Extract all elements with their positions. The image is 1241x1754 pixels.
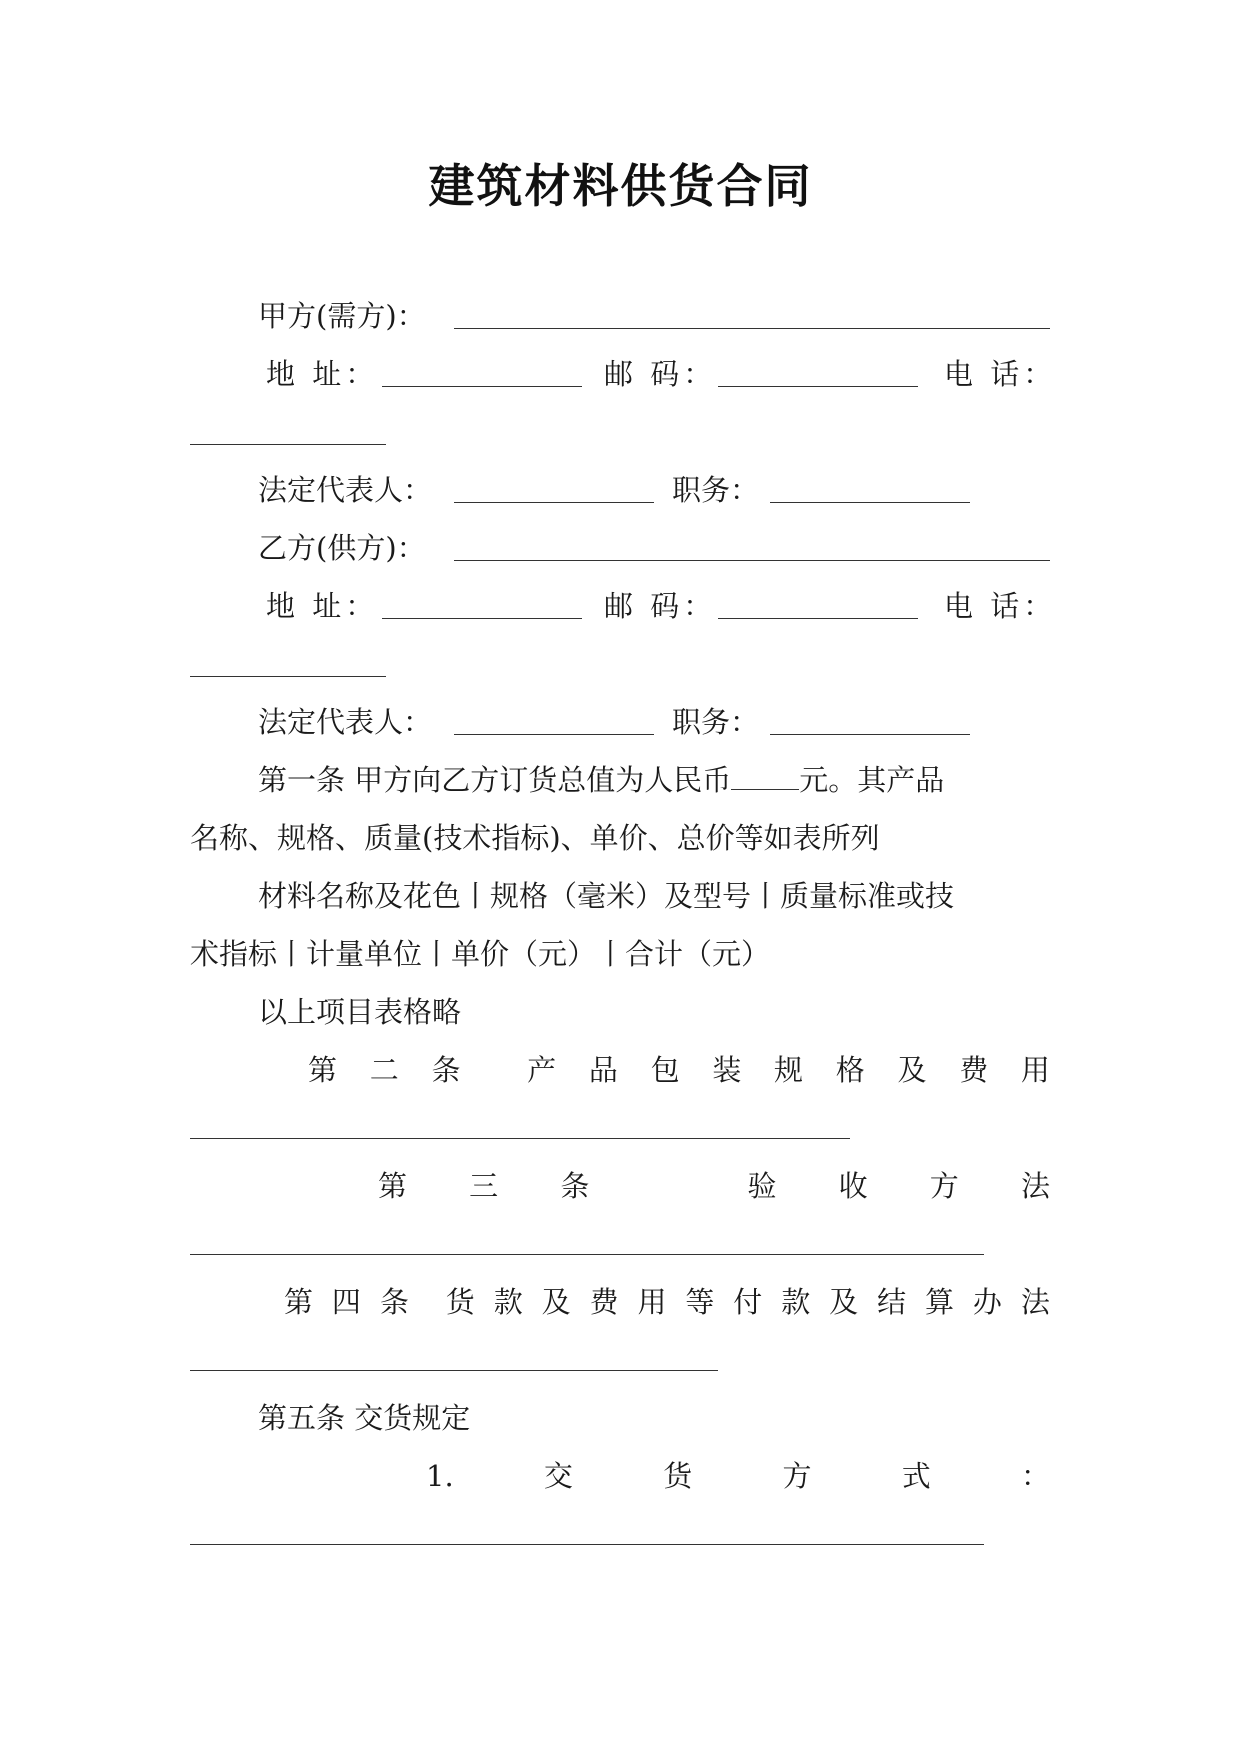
article-3-char: 法 — [1020, 1169, 1050, 1203]
article-1-line-2: 名称、规格、质量(技术指标)、单价、总价等如表所列 — [190, 821, 880, 855]
article-4-char: 第 — [284, 1285, 314, 1319]
article-4-char: 条 — [379, 1285, 409, 1319]
item-1-char: 方 — [782, 1459, 812, 1493]
article-4-char: 算 — [924, 1285, 954, 1319]
article-4-char: 及 — [541, 1285, 571, 1319]
table-header-line-2: 术指标丨计量单位丨单价（元）丨合计（元） — [190, 937, 771, 971]
article-4-char: 货 — [445, 1285, 475, 1319]
item-1-number: 1. — [426, 1459, 454, 1493]
article-2-char: 格 — [835, 1053, 865, 1087]
party-b-postcode-label: 邮 码： — [604, 589, 717, 623]
article-2-char: 品 — [588, 1053, 618, 1087]
party-b-address-blank[interactable] — [382, 618, 582, 619]
item-1-colon: ： — [1020, 1459, 1050, 1493]
party-a-label: 甲方(需方)： — [258, 299, 426, 333]
party-b-phone-blank[interactable] — [190, 676, 386, 677]
party-b-position-label: 职务： — [672, 705, 760, 739]
article-3-char: 第 — [378, 1169, 408, 1203]
party-a-rep-blank[interactable] — [454, 502, 654, 503]
article-4-char: 用 — [637, 1285, 667, 1319]
article-2-char: 二 — [369, 1053, 399, 1087]
article-1-text-b: 元。其产品 — [799, 763, 945, 797]
article-4-char: 及 — [829, 1285, 859, 1319]
article-2-char: 条 — [431, 1053, 461, 1087]
article-3-char: 方 — [929, 1169, 959, 1203]
article-2-char: 费 — [959, 1053, 989, 1087]
article-3-heading — [378, 1166, 1050, 1206]
party-a-rep-label: 法定代表人： — [258, 473, 433, 507]
item-1-heading — [426, 1456, 1050, 1496]
article-3-char: 三 — [469, 1169, 499, 1203]
party-a-address-blank[interactable] — [382, 386, 582, 387]
article-4-char: 款 — [493, 1285, 523, 1319]
party-a-position-label: 职务： — [672, 473, 760, 507]
article-4-char: 办 — [972, 1285, 1002, 1319]
article-2-blank[interactable] — [190, 1138, 850, 1139]
article-2-char: 第 — [308, 1053, 338, 1087]
article-4-heading — [284, 1282, 1050, 1322]
article-4-char: 费 — [589, 1285, 619, 1319]
article-2-char: 产 — [527, 1053, 557, 1087]
article-4-char: 四 — [331, 1285, 361, 1319]
table-note: 以上项目表格略 — [258, 995, 462, 1029]
article-2-char: 用 — [1020, 1053, 1050, 1087]
party-b-rep-label: 法定代表人： — [258, 705, 433, 739]
article-2-char: 装 — [712, 1053, 742, 1087]
article-5-heading: 第五条 交货规定 — [258, 1401, 471, 1435]
item-1-char: 货 — [663, 1459, 693, 1493]
item-1-blank[interactable] — [190, 1544, 984, 1545]
party-a-postcode-blank[interactable] — [718, 386, 918, 387]
party-a-address-label: 地 址： — [266, 357, 379, 391]
article-2-char: 规 — [774, 1053, 804, 1087]
party-b-address-label: 地 址： — [266, 589, 379, 623]
article-1-amount-blank[interactable] — [731, 763, 799, 790]
article-4-char: 付 — [733, 1285, 763, 1319]
article-3-blank[interactable] — [190, 1254, 984, 1255]
article-2-heading — [308, 1050, 1050, 1090]
item-1-char: 式 — [901, 1459, 931, 1493]
article-4-char: 法 — [1020, 1285, 1050, 1319]
article-4-blank[interactable] — [190, 1370, 718, 1371]
article-4-char: 款 — [781, 1285, 811, 1319]
party-b-phone-label: 电 话： — [944, 589, 1057, 623]
table-header-line-1: 材料名称及花色丨规格（毫米）及型号丨质量标准或技 — [258, 879, 955, 913]
article-3-char: 验 — [747, 1169, 777, 1203]
article-1-text-a: 第一条 甲方向乙方订货总值为人民币 — [258, 763, 732, 797]
article-4-char: 结 — [877, 1285, 907, 1319]
party-b-blank[interactable] — [454, 560, 1050, 561]
item-1-char: 交 — [543, 1459, 573, 1493]
party-a-phone-label: 电 话： — [944, 357, 1057, 391]
article-2-char: 包 — [650, 1053, 680, 1087]
article-3-char: 条 — [560, 1169, 590, 1203]
article-3-char: 收 — [838, 1169, 868, 1203]
party-b-label: 乙方(供方)： — [258, 531, 426, 565]
party-b-rep-blank[interactable] — [454, 734, 654, 735]
party-a-position-blank[interactable] — [770, 502, 970, 503]
article-4-char: 等 — [685, 1285, 715, 1319]
party-b-position-blank[interactable] — [770, 734, 970, 735]
article-2-char: 及 — [897, 1053, 927, 1087]
party-a-postcode-label: 邮 码： — [604, 357, 717, 391]
party-a-blank[interactable] — [454, 328, 1050, 329]
article-1-line-1 — [258, 760, 944, 800]
document-title: 建筑材料供货合同 — [428, 159, 813, 213]
party-a-phone-blank[interactable] — [190, 444, 386, 445]
party-b-postcode-blank[interactable] — [718, 618, 918, 619]
